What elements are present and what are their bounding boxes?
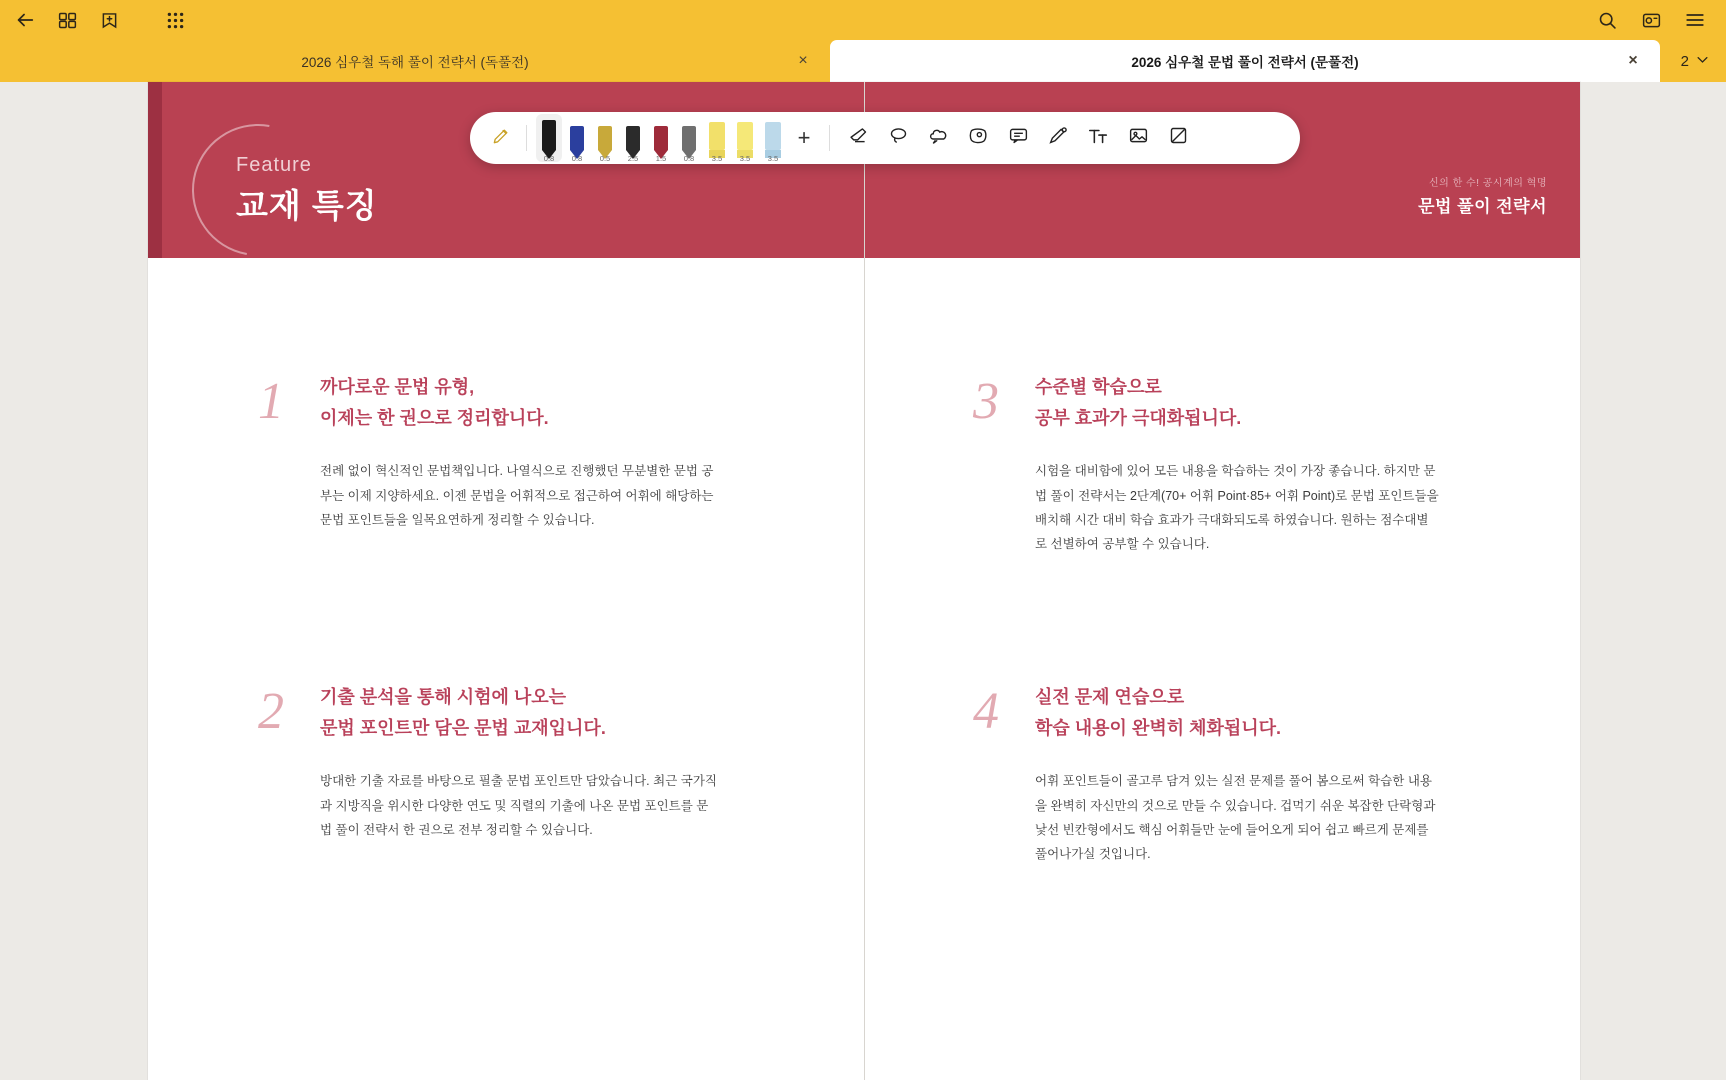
- image-icon: [1128, 125, 1149, 151]
- screenshot-icon: [1641, 10, 1662, 31]
- feature-heading-line2: 학습 내용이 완벽히 체화됩니다.: [1035, 717, 1282, 738]
- toolbar-divider: [526, 125, 527, 151]
- pen-size-label: 3.5: [767, 154, 779, 163]
- close-icon[interactable]: ×: [1628, 52, 1638, 69]
- feature-block-1: [258, 372, 858, 532]
- pointer-tool[interactable]: [1038, 118, 1078, 158]
- text-icon: [1087, 125, 1109, 152]
- apps-grid-button[interactable]: [158, 3, 192, 37]
- feature-body-text: 어휘 포인트들이 골고루 담겨 있는 실전 문제를 풀어 봄으로써 학습한 내용을 완벽히 자신만의 것으로 만들 수 있습니다. 겁먹기 쉬운 복잡한 단락형과 낯선 빈칸형에서도 핵심 어휘들만 눈에 들어오게 되어 쉽고 빠르게 문제를 풀어나가실 것입니다.: [1035, 774, 1436, 862]
- pen-size-label: 2.5: [627, 154, 639, 163]
- pen-size-label: 0.8: [571, 154, 583, 163]
- feature-block-3: [973, 372, 1573, 557]
- highlighter-yellow-2[interactable]: [731, 112, 759, 164]
- feature-body-text: 시험을 대비함에 있어 모든 내용을 학습하는 것이 가장 좋습니다. 하지만 문법 풀이 전략서는 2단계(70+ 어휘 Point·85+ 어휘 Point)로 문법 포인트들을 배치해 시간 대비 학습 효과가 극대화되도록 하였습니다. 원하는 점수대별로 선별하여 공부할 수 있습니다.: [1035, 464, 1439, 552]
- tab-bar: [0, 40, 1726, 82]
- back-button[interactable]: [8, 3, 42, 37]
- pen-body: [570, 126, 584, 150]
- feature-heading-line1: 수준별 학습으로: [1035, 377, 1162, 397]
- crop-tool[interactable]: [1158, 118, 1198, 158]
- pen-body: [598, 126, 612, 150]
- highlighter-body: [765, 122, 781, 150]
- pencil-tool-button[interactable]: [484, 118, 518, 158]
- sticker-tool[interactable]: [958, 118, 998, 158]
- hamburger-menu-icon: [1684, 9, 1706, 31]
- pen-size-label: 0.8: [543, 154, 555, 163]
- document-viewport[interactable]: [0, 82, 1726, 1080]
- left-page-banner: [148, 82, 864, 258]
- highlighter-body: [709, 122, 725, 150]
- pen-size-label: 3.5: [711, 154, 723, 163]
- highlighter-body: [737, 122, 753, 150]
- feature-number: 3: [973, 373, 999, 430]
- tab-label: 2026 심우철 문법 풀이 전략서 (문풀전): [1131, 55, 1359, 70]
- search-button[interactable]: [1590, 3, 1624, 37]
- pencil-icon: [491, 126, 511, 151]
- search-icon: [1597, 10, 1618, 31]
- pen-dark[interactable]: [619, 112, 647, 164]
- screenshot-button[interactable]: [1634, 3, 1668, 37]
- comment-icon: [1008, 125, 1029, 151]
- page-left: [148, 82, 864, 1080]
- banner-subtitle: 신의 한 수! 공시계의 혁명: [1429, 178, 1547, 189]
- banner-title: 문법 풀이 전략서: [1418, 197, 1547, 216]
- feature-body-text: 방대한 기출 자료를 바탕으로 필출 문법 포인트만 담았습니다. 최근 국가직과 지방직을 위시한 다양한 연도 및 직렬의 기출에 나온 문법 포인트를 문법 풀이 전략서 한 권으로 전부 정리할 수 있습니다.: [320, 774, 717, 837]
- add-pen-button[interactable]: +: [797, 125, 811, 150]
- pen-yellow[interactable]: [591, 112, 619, 164]
- feature-heading-line1: 실전 문제 연습으로: [1035, 687, 1185, 707]
- image-tool[interactable]: [1118, 118, 1158, 158]
- pen-body: [682, 126, 696, 150]
- crop-icon: [1168, 125, 1189, 151]
- feature-heading-line2: 문법 포인트만 담은 문법 교재입니다.: [320, 717, 606, 738]
- thumbnail-grid-button[interactable]: [50, 3, 84, 37]
- pen-black[interactable]: [535, 112, 563, 164]
- laser-pointer-icon: [1048, 125, 1069, 151]
- pen-body: [542, 120, 556, 150]
- back-arrow-icon: [14, 9, 36, 31]
- feature-heading-line2: 이제는 한 권으로 정리합니다.: [320, 407, 549, 428]
- annotation-toolbar[interactable]: [470, 112, 1300, 164]
- pen-size-label: 0.5: [599, 154, 611, 163]
- eraser-icon: [848, 125, 869, 151]
- tab-count-dropdown[interactable]: [1671, 40, 1726, 82]
- pen-gray[interactable]: [675, 112, 703, 164]
- lasso-tool[interactable]: [878, 118, 918, 158]
- pen-size-label: 3.5: [739, 154, 751, 163]
- page-title: 교재 특징: [236, 187, 378, 224]
- eraser-tool[interactable]: [838, 118, 878, 158]
- feature-body-text: 전례 없이 혁신적인 문법책입니다. 나열식으로 진행했던 무분별한 문법 공부는 이제 지양하세요. 이젠 문법을 어휘적으로 접근하여 어휘에 해당하는 문법 포인트들을 일목요연하게 정리할 수 있습니다.: [320, 464, 714, 527]
- page-right: [864, 82, 1580, 1080]
- toolbar-divider: [829, 125, 830, 151]
- lasso-icon: [888, 125, 909, 151]
- pen-red[interactable]: [647, 112, 675, 164]
- chevron-down-icon: [1695, 52, 1710, 71]
- menu-button[interactable]: [1678, 3, 1712, 37]
- tab-document-2[interactable]: [830, 40, 1660, 82]
- pen-body: [626, 126, 640, 150]
- feature-block-2: [258, 682, 858, 842]
- pen-size-label: 1.5: [655, 154, 667, 163]
- cloud-shape-icon: [928, 125, 949, 151]
- feature-heading-line2: 공부 효과가 극대화됩니다.: [1035, 407, 1242, 428]
- top-toolbar: [0, 0, 1726, 40]
- bookmark-add-icon: [99, 10, 120, 31]
- feature-heading-line1: 까다로운 문법 유형,: [320, 377, 475, 397]
- highlighter-yellow[interactable]: [703, 112, 731, 164]
- comment-tool[interactable]: [998, 118, 1038, 158]
- apps-grid-icon: [165, 10, 186, 31]
- feature-number: 2: [258, 683, 284, 740]
- feature-heading-line1: 기출 분석을 통해 시험에 나오는: [320, 687, 567, 707]
- banner-stripe: [148, 82, 162, 258]
- right-page-banner: [865, 82, 1580, 258]
- tab-document-1[interactable]: [0, 40, 830, 82]
- pen-body: [654, 126, 668, 150]
- sticker-icon: [968, 125, 989, 151]
- feature-number: 1: [258, 373, 284, 430]
- highlighter-blue[interactable]: [759, 112, 787, 164]
- feature-block-4: [973, 682, 1573, 867]
- tab-label: 2026 심우철 독해 풀이 전략서 (독풀전): [301, 55, 529, 70]
- page-spread: [148, 82, 1580, 1080]
- text-tool[interactable]: [1078, 118, 1118, 158]
- pen-blue[interactable]: [563, 112, 591, 164]
- tab-count-label: 2: [1680, 52, 1689, 70]
- bookmark-add-button[interactable]: [92, 3, 126, 37]
- pen-size-label: 0.8: [683, 154, 695, 163]
- close-icon[interactable]: ×: [798, 52, 808, 69]
- feature-label: Feature: [236, 154, 312, 176]
- shape-tool[interactable]: [918, 118, 958, 158]
- thumbnail-grid-icon: [57, 10, 78, 31]
- feature-number: 4: [973, 683, 999, 740]
